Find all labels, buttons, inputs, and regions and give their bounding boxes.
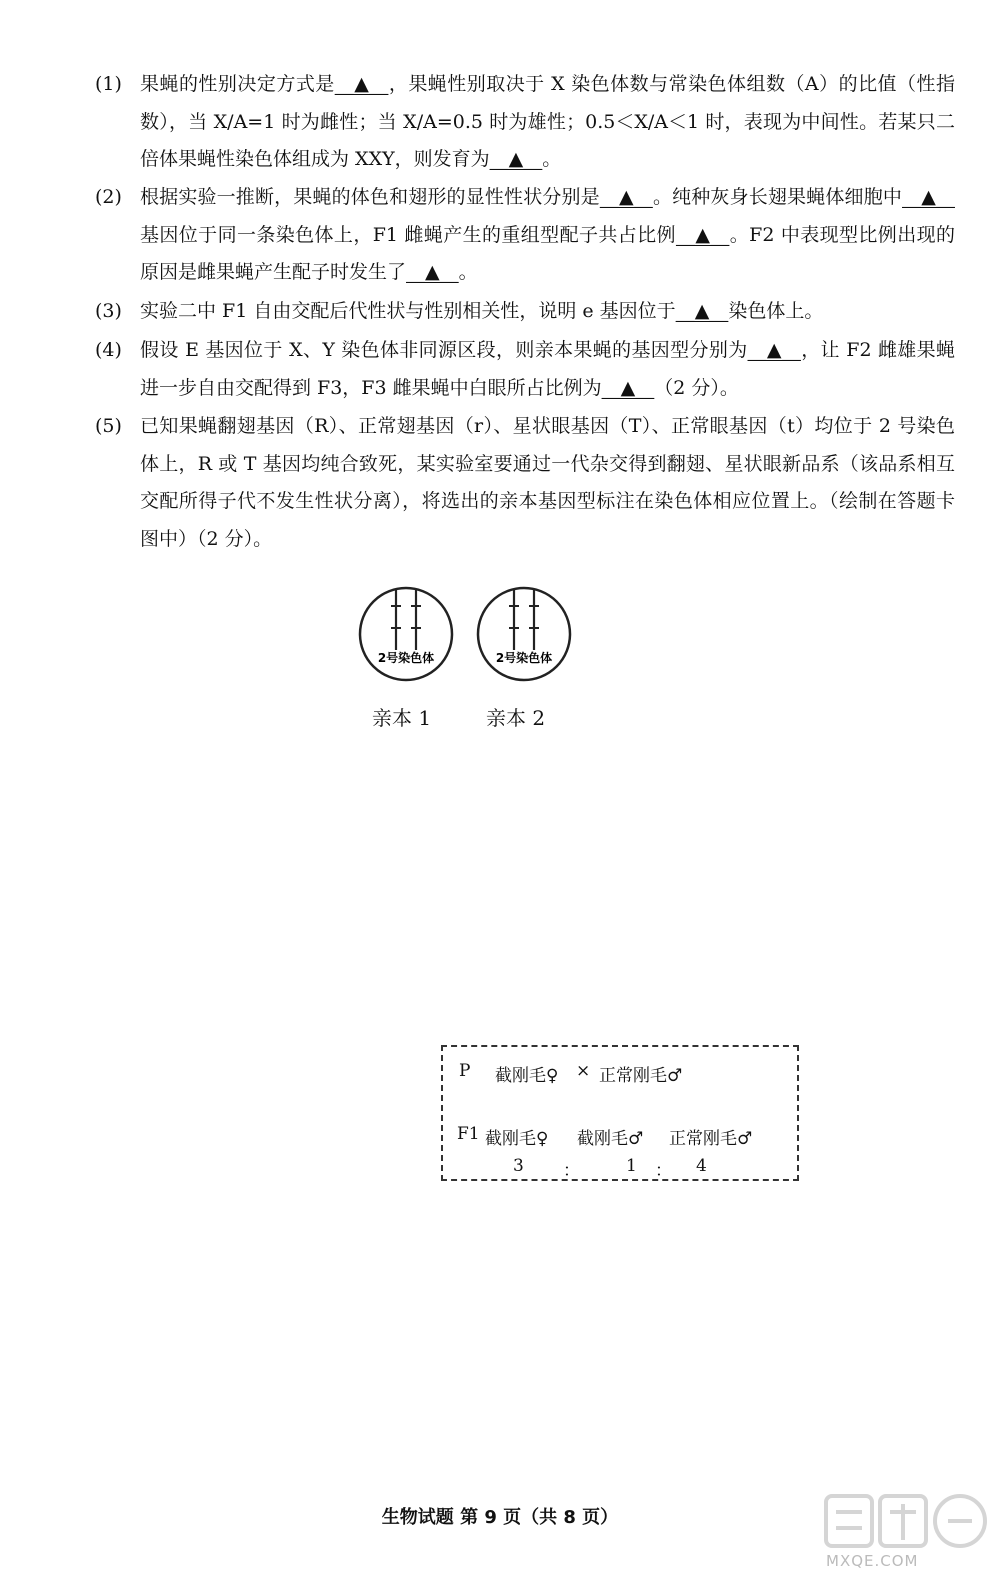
question-number: (4): [95, 339, 122, 361]
p-label: P: [459, 1061, 471, 1081]
f1-phenotype-b: 截刚毛♂: [577, 1129, 644, 1149]
question-4: [95, 332, 955, 407]
ratio-c: 4: [696, 1156, 707, 1176]
question-number: (2): [95, 186, 122, 208]
question-2: [95, 179, 955, 292]
question-number: (5): [95, 415, 122, 437]
question-text: 假设 E 基因位于 X、Y 染色体非同源区段，则亲本果蝇的基因型分别为__▲__，让 F2 雌雄果蝇进一步自由交配得到 F3，F3 雌果蝇中白眼所占比例为__▲__（2 分）。: [140, 339, 955, 399]
chromosome-label: 2号染色体: [377, 651, 435, 665]
question-text: 已知果蝇翻翅基因（R）、正常翅基因（r）、星状眼基因（T）、正常眼基因（t）均位于 2 号染色体上，R 或 T 基因均纯合致死，某实验室要通过一代杂交得到翻翅、星状眼新品系（该品系相互交配所得子代不发生性状分离），将选出的亲本基因型标注在染色体相应位置上。（绘制在答题卡图中）（2 分）。: [140, 415, 955, 550]
answer-blank: __▲__: [902, 186, 955, 208]
question-text: 根据实验一推断，果蝇的体色和翅形的显性性状分别是__▲__。纯种灰身长翅果蝇体细胞中__▲__基因位于同一条染色体上，F1 雌蝇产生的重组型配子共占比例__▲__。F2 中表现型比例出现的原因是雌果蝇产生配子时发生了__▲__。: [140, 186, 955, 283]
question-text: 果蝇的性别决定方式是__▲__，果蝇性别取决于 X 染色体数与常染色体组数（A）的比值（性指数），当 X/A=1 时为雌性；当 X/A=0.5 时为雄性；0.5＜X/A＜1 时，表现为中间性。若某只二倍体果蝇性染色体组成为 XXY，则发育为__▲__。: [140, 73, 955, 170]
p-female: 截刚毛♀: [495, 1066, 559, 1086]
ratio-a: 3: [513, 1156, 524, 1176]
answer-blank: __▲__: [406, 261, 459, 283]
cross-result-box: [441, 1045, 799, 1181]
watermark-logo: [822, 1490, 992, 1552]
question-number: (1): [95, 73, 122, 95]
answer-blank: __▲__: [599, 186, 653, 208]
chromosome-diagram: [358, 584, 588, 694]
parent2-cell: [478, 588, 570, 680]
question-1: [95, 66, 955, 179]
answer-blank: __▲__: [675, 300, 729, 322]
answer-blank: __▲__: [601, 376, 655, 399]
answer-blank: __▲__: [334, 73, 389, 95]
question-text: 实验二中 F1 自由交配后代性状与性别相关性，说明 e 基因位于__▲__染色体上。: [140, 300, 824, 322]
chromosome-label: 2号染色体: [495, 651, 553, 665]
answer-blank: __▲__: [675, 223, 730, 246]
question-number: (3): [95, 300, 122, 322]
p-male: 正常刚毛♂: [599, 1066, 683, 1086]
parent1-label: 亲本 1: [372, 706, 432, 730]
f1-phenotype-c: 正常刚毛♂: [669, 1129, 753, 1149]
ratio-separator: ：: [655, 1161, 672, 1181]
cross-symbol: ×: [576, 1061, 591, 1081]
question-3: [95, 293, 955, 331]
f1-phenotype-a: 截刚毛♀: [485, 1129, 549, 1149]
ratio-separator: ：: [563, 1161, 580, 1181]
parent2-label: 亲本 2: [486, 706, 546, 730]
ratio-b: 1: [626, 1156, 637, 1176]
parent1-cell: [360, 588, 452, 680]
question-5: [95, 408, 955, 558]
answer-blank: __▲__: [747, 339, 801, 361]
answer-blank: __▲__: [489, 148, 543, 170]
f1-label: F1: [457, 1124, 480, 1144]
page-footer: 生物试题 第 9 页（共 8 页）: [381, 1507, 619, 1528]
watermark-url: MXQE.COM: [826, 1552, 919, 1570]
